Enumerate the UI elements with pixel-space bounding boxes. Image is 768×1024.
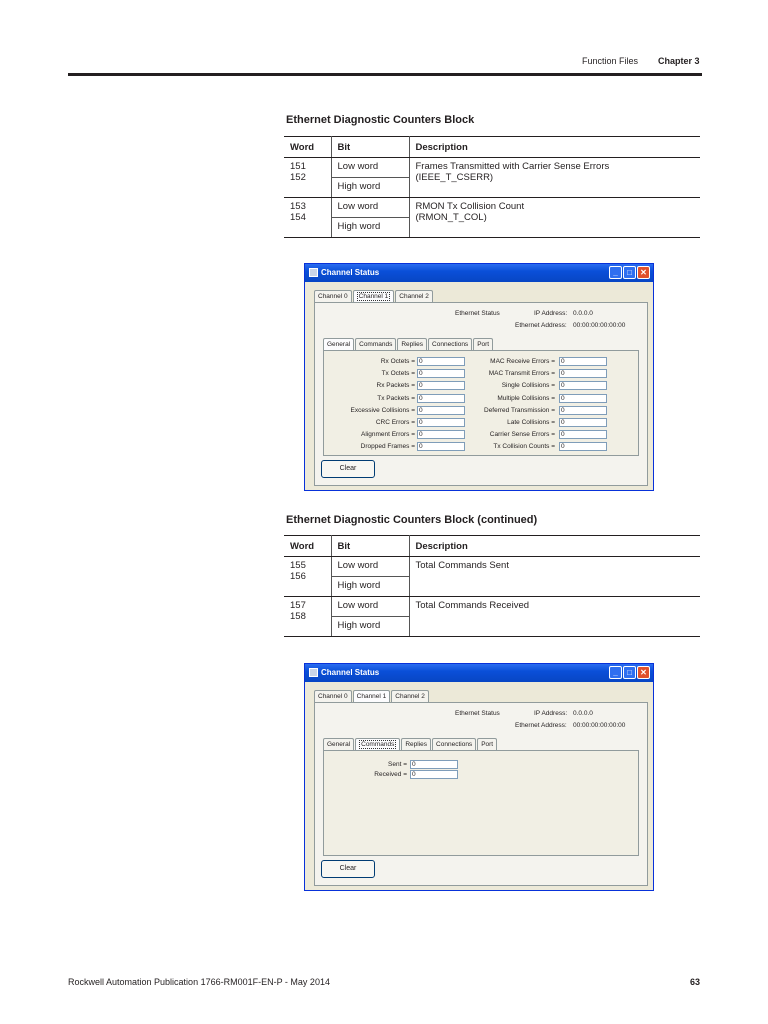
table2-title: Ethernet Diagnostic Counters Block (continued) bbox=[286, 514, 538, 526]
counter-field[interactable]: 0 bbox=[559, 369, 607, 378]
table-row bbox=[284, 557, 700, 577]
bit-cell: High word bbox=[331, 577, 409, 597]
counter-label: Tx Octets = bbox=[381, 370, 415, 378]
app-icon bbox=[309, 668, 318, 677]
counter-field[interactable]: 0 bbox=[559, 381, 607, 390]
counter-field[interactable]: 0 bbox=[417, 381, 465, 390]
maximize-icon[interactable]: □ bbox=[623, 266, 636, 279]
description-cell: Total Commands Sent bbox=[409, 557, 700, 597]
word-cell: 155 156 bbox=[284, 557, 331, 597]
tab-connections[interactable]: Connections bbox=[428, 338, 472, 350]
tab-commands[interactable]: Commands bbox=[355, 738, 400, 750]
channel-status-dialog bbox=[304, 263, 654, 491]
description-cell: Total Commands Received bbox=[409, 597, 700, 637]
close-icon[interactable]: ✕ bbox=[637, 266, 650, 279]
sent-field[interactable]: 0 bbox=[410, 760, 458, 769]
table-row bbox=[284, 198, 700, 218]
counter-label: Rx Packets = bbox=[376, 382, 415, 390]
word-cell: 151 152 bbox=[284, 158, 331, 198]
page-number: 63 bbox=[690, 977, 701, 987]
ip-address-value: 0.0.0.0 bbox=[573, 710, 593, 717]
col-word: Word bbox=[284, 536, 331, 557]
minimize-icon[interactable]: _ bbox=[609, 266, 622, 279]
bit-cell: Low word bbox=[331, 198, 409, 218]
tab-channel-0[interactable]: Channel 0 bbox=[314, 290, 352, 302]
maximize-icon[interactable]: □ bbox=[623, 666, 636, 679]
dialog-titlebar[interactable] bbox=[305, 264, 653, 282]
sent-label: Sent = bbox=[388, 761, 407, 768]
bit-cell: High word bbox=[331, 178, 409, 198]
tab-connections[interactable]: Connections bbox=[432, 738, 476, 750]
tab-port[interactable]: Port bbox=[477, 738, 497, 750]
counter-label: Rx Octets = bbox=[380, 358, 415, 365]
clear-button[interactable]: Clear bbox=[321, 460, 375, 478]
counter-field[interactable]: 0 bbox=[417, 394, 465, 403]
counter-label: Excessive Collisions = bbox=[350, 406, 415, 414]
word-cell: 153 154 bbox=[284, 198, 331, 238]
tab-commands[interactable]: Commands bbox=[355, 338, 396, 350]
ethernet-address-label: Ethernet Address: bbox=[515, 722, 567, 729]
ethernet-status-label: Ethernet Status bbox=[455, 310, 500, 317]
channel-tabs bbox=[314, 290, 434, 302]
counter-label: Tx Packets = bbox=[377, 394, 415, 402]
word-cell: 157 158 bbox=[284, 597, 331, 637]
counter-field[interactable]: 0 bbox=[417, 442, 465, 451]
col-description: Description bbox=[409, 137, 700, 158]
table1-title: Ethernet Diagnostic Counters Block bbox=[286, 114, 475, 126]
bit-cell: Low word bbox=[331, 158, 409, 178]
received-field[interactable]: 0 bbox=[410, 770, 458, 779]
ethernet-address-label: Ethernet Address: bbox=[515, 322, 567, 329]
counter-field[interactable]: 0 bbox=[559, 418, 607, 427]
counter-field[interactable]: 0 bbox=[417, 418, 465, 427]
table1 bbox=[284, 136, 700, 238]
tab-channel-2[interactable]: Channel 2 bbox=[395, 290, 433, 302]
ethernet-status-label: Ethernet Status bbox=[455, 710, 500, 717]
detail-tabs bbox=[323, 738, 498, 750]
close-icon[interactable]: ✕ bbox=[637, 666, 650, 679]
ip-address-value: 0.0.0.0 bbox=[573, 310, 593, 317]
counter-label: Carrier Sense Errors = bbox=[489, 431, 555, 439]
counter-field[interactable]: 0 bbox=[417, 430, 465, 439]
dialog-titlebar[interactable] bbox=[305, 664, 653, 682]
ethernet-address-value: 00:00:00:00:00:00 bbox=[573, 722, 626, 729]
counter-field[interactable]: 0 bbox=[559, 406, 607, 415]
counter-label: Multiple Collisions = bbox=[497, 394, 555, 402]
app-icon bbox=[309, 268, 318, 277]
tab-replies[interactable]: Replies bbox=[401, 738, 431, 750]
counter-label: Tx Collision Counts = bbox=[493, 443, 555, 451]
section-name: Function Files bbox=[582, 56, 639, 66]
ip-address-label: IP Address: bbox=[534, 710, 568, 717]
dialog-title: Channel Status bbox=[321, 668, 380, 677]
counter-field[interactable]: 0 bbox=[559, 394, 607, 403]
received-label: Received = bbox=[374, 771, 407, 778]
counter-field[interactable]: 0 bbox=[417, 406, 465, 415]
table2 bbox=[284, 535, 700, 637]
tab-channel-0[interactable]: Channel 0 bbox=[314, 690, 352, 702]
header-rule bbox=[68, 73, 702, 76]
table-header-row bbox=[284, 536, 700, 557]
channel-status-dialog-commands bbox=[304, 663, 654, 891]
counter-label: CRC Errors = bbox=[375, 419, 415, 426]
counter-field[interactable]: 0 bbox=[417, 357, 465, 366]
counter-field[interactable]: 0 bbox=[417, 369, 465, 378]
publication-info: Rockwell Automation Publication 1766-RM001F-EN-P - May 2014 bbox=[68, 977, 330, 987]
bit-cell: High word bbox=[331, 218, 409, 238]
table-row bbox=[284, 597, 700, 617]
counter-label: MAC Receive Errors = bbox=[490, 358, 555, 365]
ip-address-label: IP Address: bbox=[534, 310, 568, 317]
tab-general[interactable]: General bbox=[323, 738, 354, 750]
ethernet-address-value: 00:00:00:00:00:00 bbox=[573, 322, 626, 329]
col-word: Word bbox=[284, 137, 331, 158]
table-row bbox=[284, 158, 700, 178]
bit-cell: High word bbox=[331, 617, 409, 637]
counter-label: Dropped Frames = bbox=[360, 443, 415, 451]
tab-channel-1[interactable]: Channel 1 bbox=[353, 290, 395, 302]
tab-replies[interactable]: Replies bbox=[397, 338, 427, 350]
counter-field[interactable]: 0 bbox=[559, 430, 607, 439]
description-cell: Frames Transmitted with Carrier Sense Errors (IEEE_T_CSERR) bbox=[409, 158, 700, 198]
counter-label: MAC Transmit Errors = bbox=[488, 370, 555, 378]
tab-port[interactable]: Port bbox=[473, 338, 493, 350]
tab-general[interactable]: General bbox=[323, 338, 354, 350]
clear-button[interactable]: Clear bbox=[321, 860, 375, 878]
channel-tabs bbox=[314, 690, 430, 702]
counter-label: Single Collisions = bbox=[501, 382, 555, 390]
dialog-title: Channel Status bbox=[321, 268, 380, 277]
minimize-icon[interactable]: _ bbox=[609, 666, 622, 679]
tab-channel-1[interactable]: Channel 1 bbox=[353, 690, 391, 702]
counter-field[interactable]: 0 bbox=[559, 442, 607, 451]
col-bit: Bit bbox=[331, 137, 409, 158]
detail-tabs bbox=[323, 338, 494, 350]
description-cell: RMON Tx Collision Count (RMON_T_COL) bbox=[409, 198, 700, 238]
counter-label: Deferred Transmission = bbox=[484, 406, 555, 414]
table-header-row bbox=[284, 137, 700, 158]
col-bit: Bit bbox=[331, 536, 409, 557]
bit-cell: Low word bbox=[331, 597, 409, 617]
counter-label: Late Collisions = bbox=[507, 419, 555, 426]
tab-channel-2[interactable]: Channel 2 bbox=[391, 690, 429, 702]
counter-field[interactable]: 0 bbox=[559, 357, 607, 366]
chapter-label: Chapter 3 bbox=[658, 56, 700, 66]
counter-label: Alignment Errors = bbox=[360, 431, 415, 439]
bit-cell: Low word bbox=[331, 557, 409, 577]
col-description: Description bbox=[409, 536, 700, 557]
